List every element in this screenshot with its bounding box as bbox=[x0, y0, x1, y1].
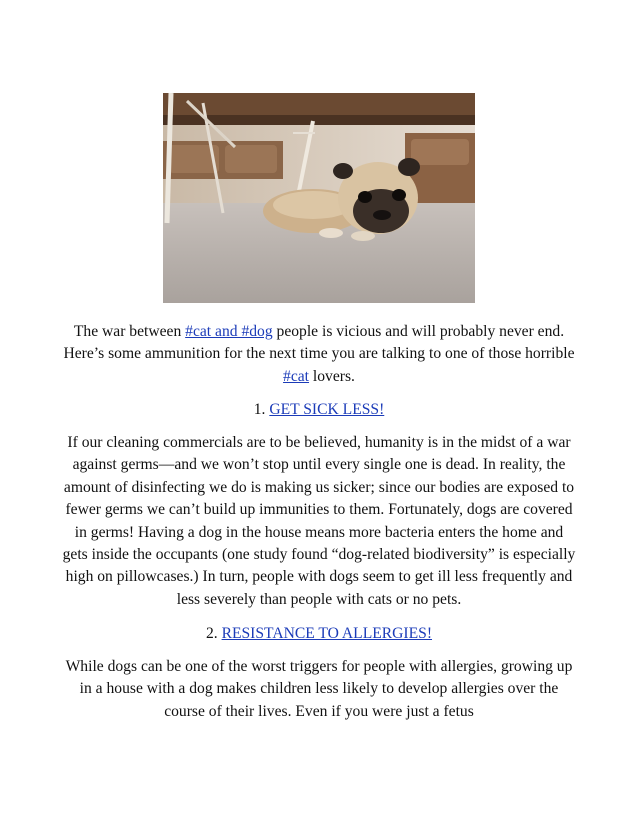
intro-text-before: The war between bbox=[73, 323, 186, 340]
section-heading-1 bbox=[62, 399, 576, 421]
section-body-1: If our cleaning commercials are to be believed, humanity is in the midst of a war against germs—and we won’t stop until every single one is dead. In reality, the amount of disinfecting we do is making us sicker; since our bodies are exposed to fewer germs we can’t build up immunities to them. Fortunately, dogs are covered in germs! Having a dog in the house means more bacteria enters the home and gets inside the occupants (one study found “dog-related biodiversity” is especially high on pillowcases.) In turn, people with dogs seem to get ill less frequently and less severely than people with cats or no pets. bbox=[62, 434, 576, 608]
intro-text-middle: people is vicious and will probably never end. Here’s some ammunition for the next time you are talking to one of those horrible bbox=[63, 323, 575, 363]
section-number-2: 2. bbox=[205, 625, 222, 642]
intro-paragraph bbox=[62, 321, 576, 388]
intro-text-after: lovers. bbox=[309, 367, 355, 385]
section-number-1: 1. bbox=[253, 401, 270, 418]
section-body-2: While dogs can be one of the worst triggers for people with allergies, growing up in a house with a dog makes children less likely to develop allergies over the course of their lives. Even if you were just a fetus bbox=[65, 658, 573, 720]
cat-link[interactable]: #cat bbox=[283, 367, 310, 385]
pug-photo bbox=[163, 93, 475, 303]
get-sick-less-link[interactable]: GET SICK LESS! bbox=[269, 401, 385, 418]
cat-and-dog-link[interactable]: #cat and #dog bbox=[185, 323, 273, 340]
resistance-to-allergies-link[interactable]: RESISTANCE TO ALLERGIES! bbox=[221, 625, 433, 642]
section-heading-2 bbox=[62, 623, 576, 645]
